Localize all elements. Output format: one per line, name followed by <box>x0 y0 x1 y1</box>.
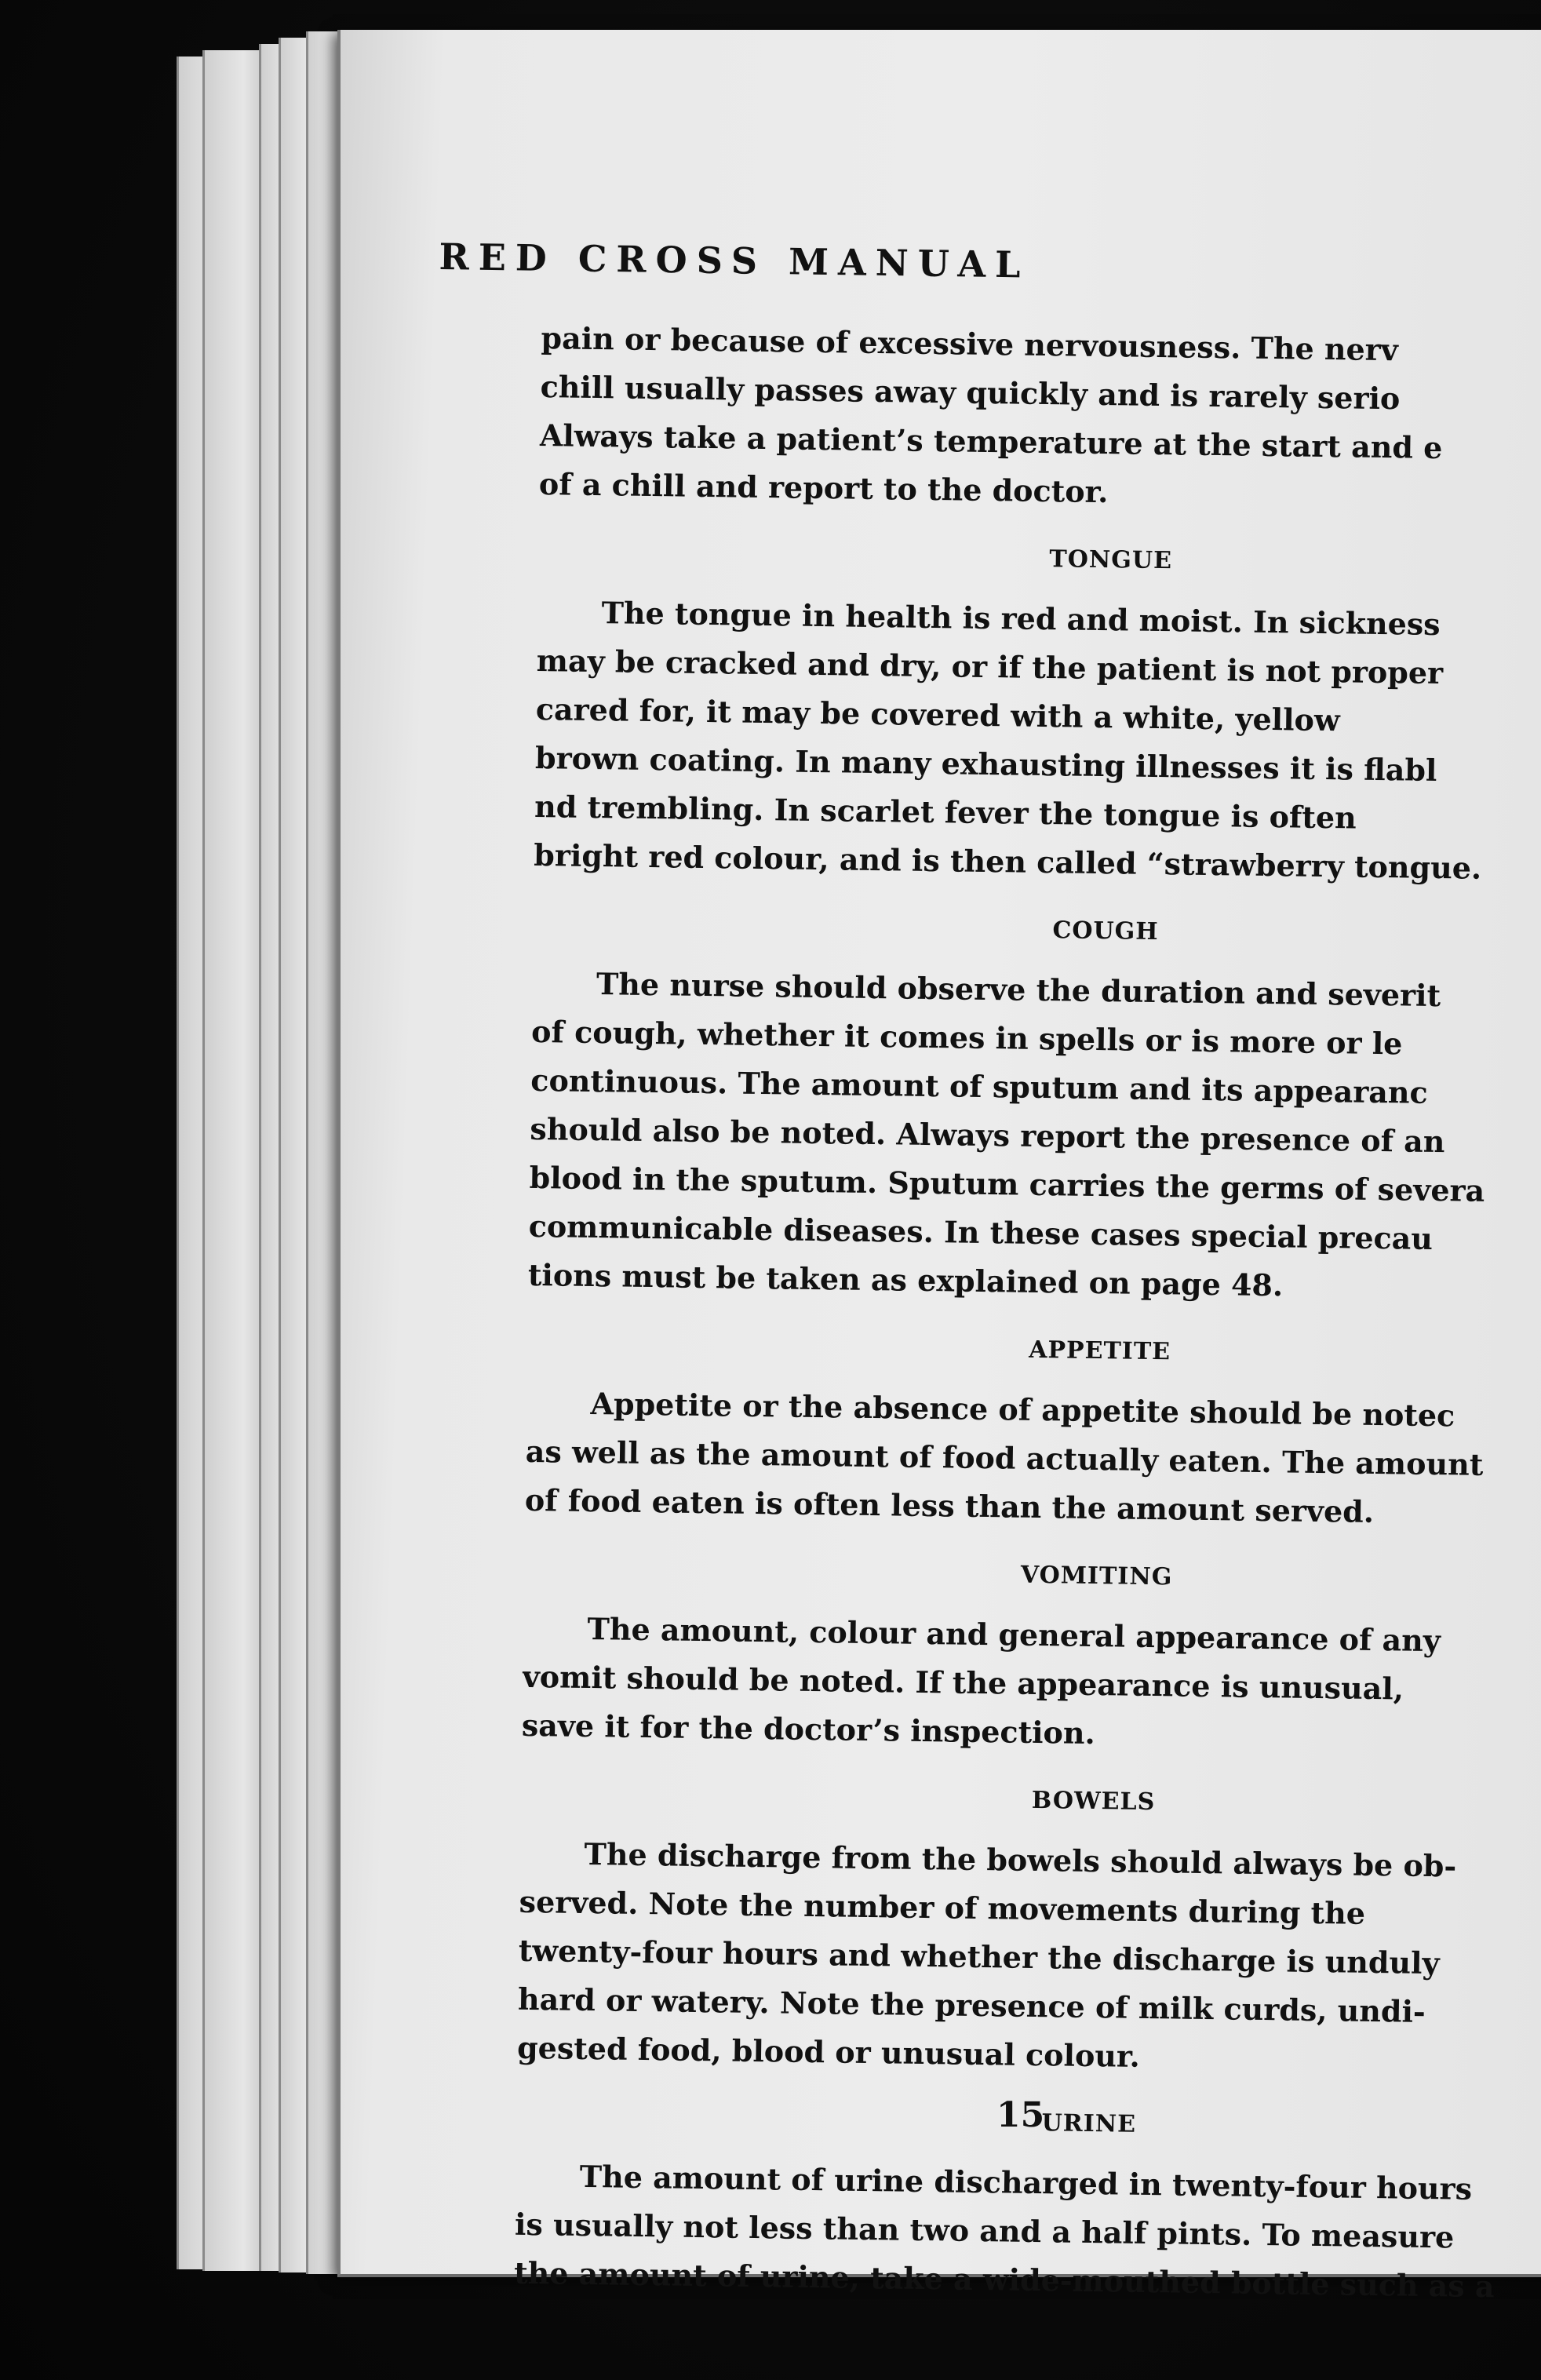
text-line: is usually not less than two and a half pints. To measure <box>514 2206 1455 2255</box>
section-heading: APPETITE <box>1028 1336 1171 1366</box>
running-head: RED CROSS MANUAL <box>439 235 1030 286</box>
text-line: served. Note the number of movements during the <box>519 1883 1366 1931</box>
section-heading: TONGUE <box>1049 545 1173 575</box>
section-heading: URINE <box>1041 2109 1137 2138</box>
section-heading: VOMITING <box>1020 1561 1173 1591</box>
text-line: brown coating. In many exhausting illnesses it is flabl <box>534 739 1437 788</box>
text-line: bright red colour, and is then called “strawberry tongue. <box>534 836 1482 886</box>
text-line: as well as the amount of food actually eaten. The amount <box>525 1433 1484 1482</box>
text-line: of a chill and report to the doctor. <box>538 465 1109 510</box>
section-heading: BOWELS <box>1031 1786 1156 1817</box>
text-line: gested food, blood or unusual colour. <box>516 2029 1141 2074</box>
text-line: continuous. The amount of sputum and its appearanc <box>530 1062 1429 1110</box>
text-line: Appetite or the absence of appetite should be notec <box>590 1386 1455 1434</box>
text-line: The tongue in health is red and moist. In sickness <box>601 595 1441 643</box>
book-page <box>337 30 1541 2277</box>
text-line: The amount, colour and general appearance of any <box>587 1610 1441 1659</box>
text-line: nd trembling. In scarlet fever the tongue is often <box>534 788 1357 836</box>
text-line: The discharge from the bowels should always be ob- <box>584 1835 1457 1884</box>
text-line: communicable diseases. In these cases special precau <box>528 1208 1434 1256</box>
text-line: of cough, whether it comes in spells or is more or le <box>530 1013 1403 1062</box>
text-line: cared for, it may be covered with a white, yellow <box>535 691 1340 738</box>
text-line: save it for the doctor’s inspection. <box>521 1707 1096 1751</box>
text-line: chill usually passes away quickly and is rarely serio <box>540 368 1401 417</box>
text-line: twenty-four hours and whether the discharge is unduly <box>518 1932 1440 1981</box>
text-line: may be cracked and dry, or if the patient is not proper <box>536 642 1444 691</box>
text-line: of food eaten is often less than the amount served. <box>524 1482 1375 1529</box>
text-line: Always take a patient’s temperature at the start and e <box>539 417 1443 466</box>
text-line: blood in the sputum. Sputum carries the germs of severa <box>529 1159 1485 1208</box>
text-line: tions must be taken as explained on page 48. <box>527 1256 1284 1303</box>
text-line: the amount of urine, take a wide-mouthed bottle such as a <box>513 2254 1495 2305</box>
text-line: The amount of urine discharged in twenty-four hours <box>579 2158 1473 2207</box>
text-line: pain or because of excessive nervousness. The nerv <box>541 319 1399 368</box>
text-line: should also be noted. Always report the presence of an <box>530 1110 1445 1160</box>
page-number: 15 <box>996 2095 1045 2135</box>
text-line: vomit should be noted. If the appearance is unusual, <box>522 1658 1404 1707</box>
section-heading: COUGH <box>1052 917 1159 946</box>
text-line: The nurse should observe the duration and severit <box>596 966 1441 1014</box>
text-line: hard or watery. Note the presence of milk curds, undi- <box>517 1981 1426 2029</box>
